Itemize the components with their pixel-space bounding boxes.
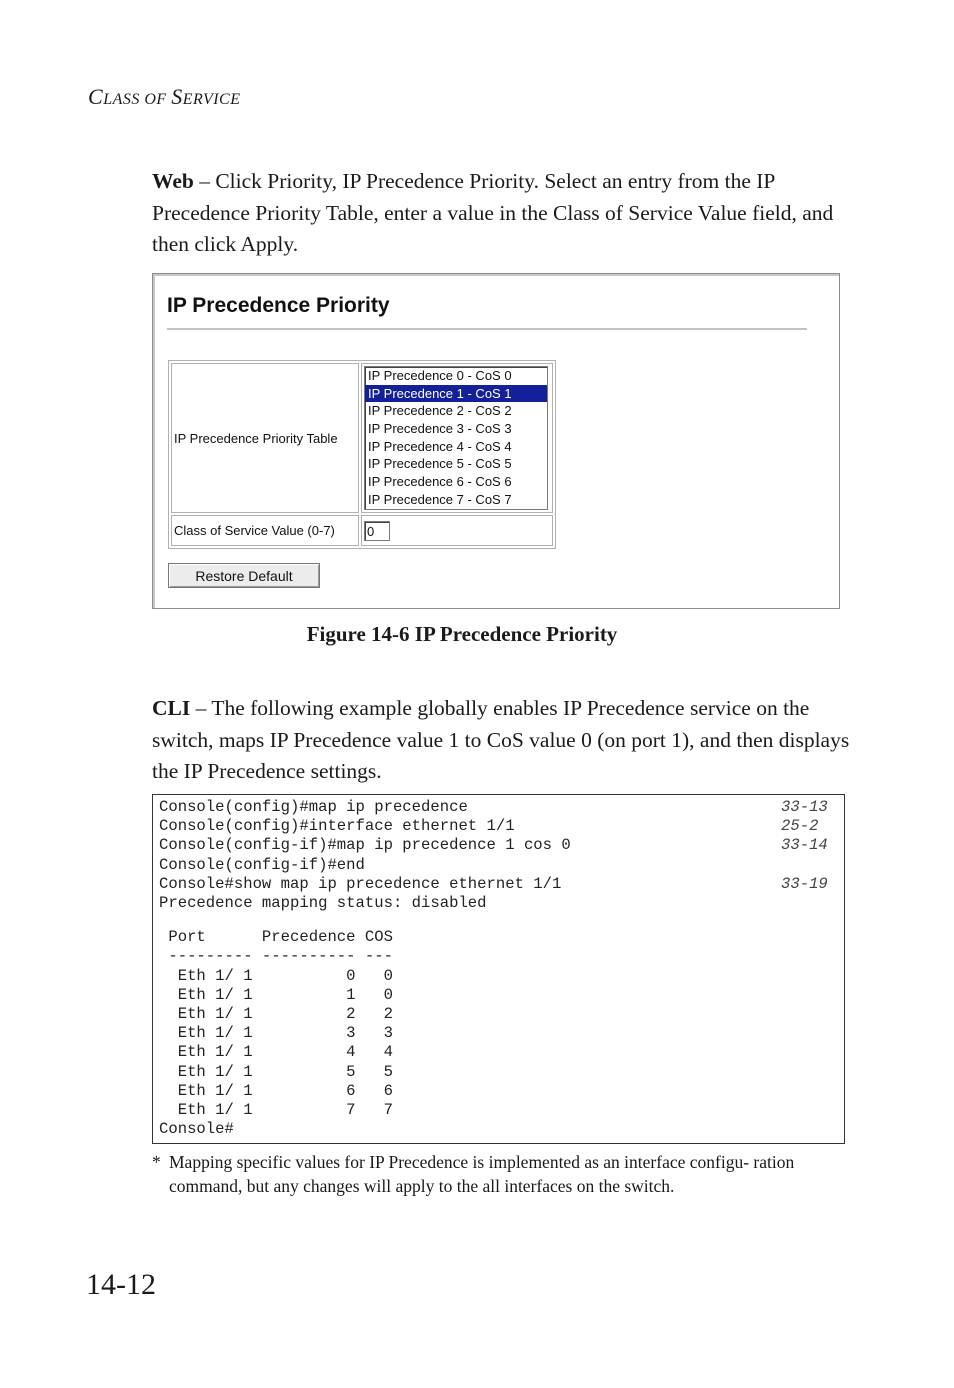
web-label: Web bbox=[152, 169, 194, 193]
code-table-row: Eth 1/ 1 1 0 bbox=[159, 985, 393, 1004]
code-table-row: Eth 1/ 1 4 4 bbox=[159, 1043, 393, 1062]
priority-option[interactable]: IP Precedence 7 - CoS 7 bbox=[368, 491, 512, 507]
priority-option[interactable]: IP Precedence 0 - CoS 0 bbox=[368, 368, 512, 383]
code-table-row: Eth 1/ 1 6 6 bbox=[159, 1081, 393, 1100]
code-table-row: Eth 1/ 1 5 5 bbox=[159, 1062, 393, 1081]
running-head-smallcaps: LASS OF bbox=[103, 91, 172, 108]
code-table-row: Eth 1/ 1 7 7 bbox=[159, 1101, 393, 1119]
code-line: Console#show map ip precedence ethernet 1/1 bbox=[159, 874, 562, 893]
running-head-initial: C bbox=[88, 84, 104, 109]
screenshot-title: IP Precedence Priority bbox=[167, 294, 390, 317]
ip-precedence-screenshot bbox=[152, 273, 840, 609]
cos-value-cell bbox=[361, 515, 553, 546]
priority-option[interactable]: IP Precedence 6 - CoS 6 bbox=[368, 474, 512, 490]
code-table-row: Eth 1/ 1 2 2 bbox=[159, 1005, 393, 1023]
running-head-initial: S bbox=[171, 84, 183, 109]
priority-table-cell bbox=[361, 363, 553, 513]
code-line: Console(config)#interface ethernet 1/1 bbox=[159, 817, 515, 836]
running-head-smallcaps: ERVICE bbox=[182, 91, 241, 108]
restore-default-button[interactable]: Restore Default bbox=[168, 563, 320, 588]
code-table-row: Eth 1/ 1 3 3 bbox=[159, 1024, 393, 1043]
page-reference: 25-2 bbox=[781, 817, 819, 836]
code-table-header: Port Precedence COS bbox=[159, 928, 393, 947]
figure-caption bbox=[0, 622, 954, 647]
code-line: Console(config-if)#end bbox=[159, 855, 365, 874]
priority-option[interactable]: IP Precedence 5 - CoS 5 bbox=[368, 456, 512, 472]
cli-instructions bbox=[152, 693, 852, 788]
cli-example bbox=[152, 794, 845, 1144]
web-instructions bbox=[152, 166, 852, 261]
code-line: Console(config-if)#map ip precedence 1 cos 0 bbox=[159, 836, 571, 855]
running-head bbox=[88, 84, 241, 110]
cos-value-input[interactable]: 0 bbox=[364, 521, 390, 541]
code-table-header: --------- ---------- --- bbox=[159, 947, 393, 966]
page-reference: 33-14 bbox=[781, 836, 828, 855]
web-text: – Click Priority, IP Precedence Priority. Select an entry from the IP Precedence Priority Table, enter a value in the Class of Service Value field, and then click Apply. bbox=[152, 169, 834, 256]
priority-option[interactable]: IP Precedence 3 - CoS 3 bbox=[368, 421, 512, 437]
page-number: 14-12 bbox=[86, 1268, 156, 1301]
priority-option[interactable]: IP Precedence 4 - CoS 4 bbox=[368, 438, 512, 454]
priority-option[interactable]: IP Precedence 2 - CoS 2 bbox=[368, 403, 512, 419]
priority-table-label: IP Precedence Priority Table bbox=[171, 363, 359, 513]
code-prompt: Console# bbox=[159, 1120, 234, 1139]
page-reference: 33-13 bbox=[781, 798, 828, 816]
footnote bbox=[152, 1150, 842, 1198]
priority-option[interactable]: IP Precedence 1 - CoS 1 bbox=[365, 385, 547, 403]
figure-caption-text: Figure 14-6 IP Precedence Priority bbox=[306, 622, 618, 646]
cli-text: – The following example globally enables IP Precedence service on the switch, maps IP Precedence value 1 to CoS value 0 (on port 1), and then displays the IP Precedence settings. bbox=[152, 696, 850, 783]
footnote-marker: * bbox=[152, 1152, 161, 1172]
code-line: Console(config)#map ip precedence bbox=[159, 798, 468, 816]
code-table-row: Eth 1/ 1 0 0 bbox=[159, 966, 393, 985]
footnote-text: Mapping specific values for IP Precedence is implemented as an interface configu- ration command, but any changes will apply to the all interfaces on the switch. bbox=[169, 1152, 795, 1196]
page-reference: 33-19 bbox=[781, 874, 828, 893]
title-divider bbox=[167, 328, 807, 330]
cos-value-label: Class of Service Value (0-7) bbox=[171, 515, 359, 546]
priority-table-listbox[interactable] bbox=[364, 366, 548, 510]
code-line: Precedence mapping status: disabled bbox=[159, 894, 487, 912]
cli-label: CLI bbox=[152, 696, 191, 720]
settings-form bbox=[168, 360, 556, 549]
